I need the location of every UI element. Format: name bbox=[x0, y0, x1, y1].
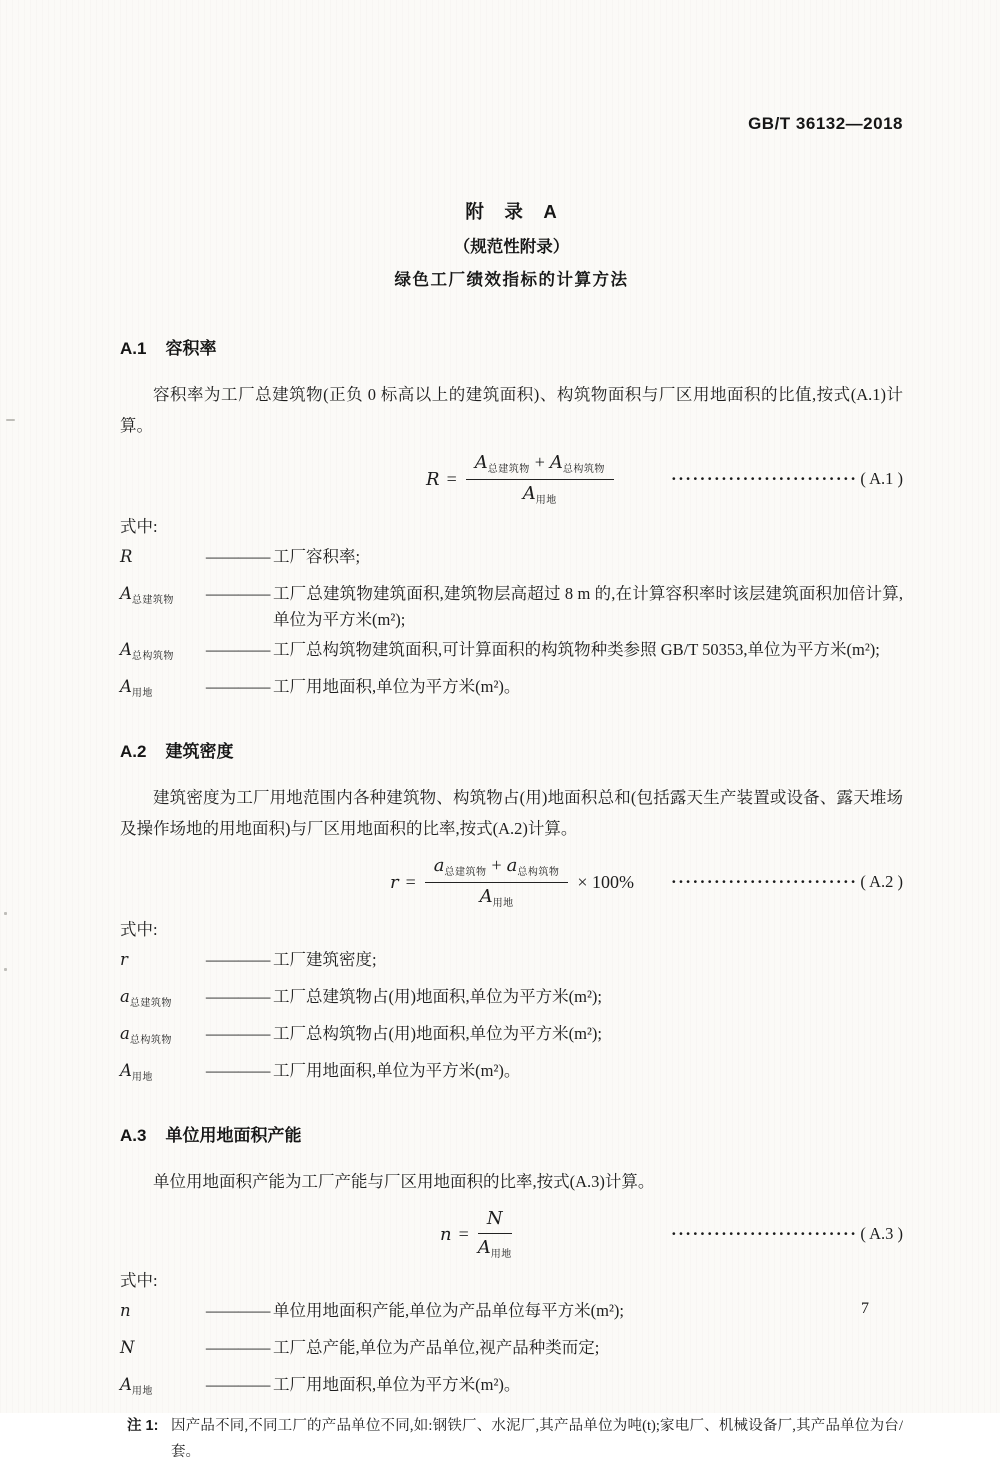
formula-variable: R bbox=[120, 547, 133, 566]
definition-term bbox=[120, 674, 206, 707]
variable-subscript: 总构筑物 bbox=[517, 867, 560, 878]
definition-term bbox=[120, 1021, 206, 1054]
formula-variable: A bbox=[120, 640, 132, 659]
note-label: 注 1: bbox=[127, 1418, 159, 1435]
dotted-leader: ·························· bbox=[670, 872, 858, 891]
definition-term bbox=[120, 637, 206, 670]
formula-variable: a bbox=[506, 855, 518, 876]
formula-variable: A bbox=[522, 482, 536, 504]
equals-sign: = bbox=[405, 871, 416, 892]
section-intro: 建筑密度为工厂用地范围内各种建筑物、构筑物占(用)地面积总和(包括露天生产装置或设备、露天堆场及操作场地的用地面积)与厂区用地面积的比率,按式(A.2)计算。 bbox=[120, 788, 903, 838]
variable-subscript: 总构筑物 bbox=[129, 1035, 172, 1046]
formula-label: ( A.3 ) bbox=[860, 1224, 903, 1244]
definition-row bbox=[120, 581, 903, 633]
note-1 bbox=[120, 1413, 903, 1465]
where-label: 式中: bbox=[120, 920, 158, 939]
note-text: 因产品不同,不同工厂的产品单位不同,如:钢铁厂、水泥厂,其产品单位为吨(t);家电厂、机械设备厂,其产品单位为台/套。 bbox=[171, 1418, 903, 1461]
appendix-title: 附 录 A bbox=[465, 201, 558, 222]
definition-term bbox=[120, 1372, 206, 1405]
definition-list bbox=[120, 544, 903, 707]
variable-subscript: 用地 bbox=[131, 688, 153, 699]
definition-desc: 工厂总建筑物占(用)地面积,单位为平方米(m²); bbox=[273, 987, 602, 1006]
definition-desc: 工厂用地面积,单位为平方米(m²)。 bbox=[273, 1375, 521, 1395]
formula-variable: N bbox=[486, 1208, 503, 1229]
definition-row bbox=[120, 1335, 903, 1368]
section-heading-text: 建筑密度 bbox=[165, 742, 234, 761]
scan-speck bbox=[4, 968, 7, 971]
definition-dash: —— bbox=[206, 1061, 271, 1080]
formula-label: ( A.1 ) bbox=[860, 469, 903, 488]
fraction bbox=[478, 1208, 512, 1260]
fraction-denominator bbox=[523, 480, 557, 507]
definition-row bbox=[120, 947, 903, 980]
multiplier: × 100% bbox=[577, 871, 635, 892]
variable-subscript: 用地 bbox=[492, 897, 514, 909]
formula-variable: A bbox=[549, 452, 563, 473]
variable-subscript: 总构筑物 bbox=[131, 651, 174, 662]
variable-subscript: 总建筑物 bbox=[487, 464, 530, 475]
definition-desc: 工厂容积率; bbox=[273, 547, 361, 566]
page-number: 7 bbox=[861, 1300, 869, 1317]
formula-variable: a bbox=[120, 1024, 130, 1043]
fraction-denominator bbox=[478, 1234, 512, 1261]
fraction-numerator bbox=[466, 452, 614, 480]
definition-dash: —— bbox=[206, 950, 271, 969]
section-heading-text: 单位用地面积产能 bbox=[165, 1126, 302, 1145]
appendix-subtitle: （规范性附录） bbox=[453, 238, 570, 256]
doc-header bbox=[120, 0, 903, 134]
fraction bbox=[466, 452, 614, 506]
definition-term bbox=[120, 581, 206, 614]
formula-a3 bbox=[120, 1208, 903, 1260]
where-label: 式中: bbox=[120, 517, 158, 536]
definition-row bbox=[120, 1058, 903, 1091]
dotted-leader: ·························· bbox=[670, 1224, 858, 1244]
formula-label: ( A.2 ) bbox=[860, 872, 903, 891]
definition-row bbox=[120, 674, 903, 707]
definition-term bbox=[120, 1058, 206, 1091]
section-heading-a3 bbox=[120, 1121, 903, 1146]
fraction-numerator bbox=[425, 855, 569, 883]
where-label: 式中: bbox=[120, 1271, 158, 1291]
formula-variable: A bbox=[477, 1236, 491, 1258]
fraction-numerator bbox=[478, 1208, 512, 1234]
definition-dash: —— bbox=[206, 987, 271, 1006]
scan-speck bbox=[4, 912, 7, 915]
definition-dash: —— bbox=[206, 677, 271, 696]
definition-list bbox=[120, 1298, 903, 1405]
variable-subscript: 总建筑物 bbox=[131, 595, 174, 606]
section-number: A.2 bbox=[120, 742, 147, 761]
appendix-name: 绿色工厂绩效指标的计算方法 bbox=[394, 271, 629, 289]
section-heading-a1 bbox=[120, 334, 903, 359]
formula-variable: r bbox=[120, 950, 128, 969]
formula-variable: A bbox=[120, 1375, 132, 1395]
formula-variable: A bbox=[120, 584, 132, 603]
formula-variable: n bbox=[120, 1301, 131, 1321]
dotted-leader: ·························· bbox=[670, 469, 858, 488]
fraction-denominator bbox=[480, 883, 514, 910]
definition-dash: —— bbox=[206, 1338, 271, 1358]
standard-code: GB/T 36132—2018 bbox=[748, 114, 903, 133]
definition-desc: 工厂用地面积,单位为平方米(m²)。 bbox=[273, 677, 521, 696]
formula-variable: N bbox=[120, 1338, 135, 1358]
plus-operator: + bbox=[491, 855, 502, 875]
formula-variable: r bbox=[390, 871, 399, 893]
equals-sign: = bbox=[446, 468, 457, 489]
definition-term bbox=[120, 1335, 206, 1368]
plus-operator: + bbox=[534, 452, 545, 472]
definition-dash: —— bbox=[206, 640, 271, 659]
definition-desc: 工厂建筑密度; bbox=[273, 950, 377, 969]
definition-row bbox=[120, 637, 903, 670]
definition-dash: —— bbox=[206, 547, 271, 566]
definition-desc: 工厂用地面积,单位为平方米(m²)。 bbox=[273, 1061, 521, 1080]
variable-subscript: 用地 bbox=[535, 494, 557, 506]
definition-dash: —— bbox=[206, 584, 271, 603]
formula-a2 bbox=[120, 855, 903, 909]
formula-variable: A bbox=[120, 677, 132, 696]
definition-term bbox=[120, 544, 206, 577]
formula-variable: A bbox=[474, 452, 488, 473]
definition-desc: 工厂总构筑物占(用)地面积,单位为平方米(m²); bbox=[273, 1024, 602, 1043]
definition-row bbox=[120, 1372, 903, 1405]
formula-variable: A bbox=[120, 1061, 132, 1080]
formula-variable: n bbox=[440, 1223, 452, 1245]
definition-desc: 工厂总建筑物建筑面积,建筑物层高超过 8 m 的,在计算容积率时该层建筑面积加倍计算,单位为平方米(m²); bbox=[273, 584, 903, 629]
formula-variable: a bbox=[120, 987, 130, 1006]
variable-subscript: 总构筑物 bbox=[562, 464, 605, 475]
definition-row bbox=[120, 1298, 903, 1331]
variable-subscript: 用地 bbox=[131, 1072, 153, 1083]
definition-desc: 工厂总产能,单位为产品单位,视产品种类而定; bbox=[273, 1338, 600, 1358]
formula-a1 bbox=[120, 452, 903, 506]
formula-variable: a bbox=[433, 855, 445, 876]
formula-variable: A bbox=[479, 885, 493, 907]
fraction bbox=[425, 855, 569, 909]
definition-term bbox=[120, 1298, 206, 1331]
definition-dash: —— bbox=[206, 1024, 271, 1043]
section-intro: 容积率为工厂总建筑物(正负 0 标高以上的建筑面积)、构筑物面积与厂区用地面积的比值,按式(A.1)计算。 bbox=[120, 385, 903, 435]
definition-row bbox=[120, 984, 903, 1017]
definition-term bbox=[120, 947, 206, 980]
variable-subscript: 总建筑物 bbox=[129, 998, 172, 1009]
scan-speck bbox=[6, 419, 15, 421]
definition-term bbox=[120, 984, 206, 1017]
definition-list bbox=[120, 947, 903, 1091]
definition-desc: 工厂总构筑物建筑面积,可计算面积的构筑物种类参照 GB/T 50353,单位为平方米(m²); bbox=[273, 640, 880, 659]
definition-desc: 单位用地面积产能,单位为产品单位每平方米(m²); bbox=[273, 1301, 624, 1321]
variable-subscript: 总建筑物 bbox=[444, 867, 487, 878]
section-intro: 单位用地面积产能为工厂产能与厂区用地面积的比率,按式(A.3)计算。 bbox=[153, 1172, 655, 1191]
section-heading-text: 容积率 bbox=[165, 339, 217, 358]
section-heading-a2 bbox=[120, 737, 903, 762]
equals-sign: = bbox=[458, 1223, 469, 1244]
definition-dash: —— bbox=[206, 1375, 271, 1395]
variable-subscript: 用地 bbox=[490, 1248, 512, 1260]
definition-row bbox=[120, 544, 903, 577]
formula-variable: R bbox=[426, 468, 440, 490]
appendix-title-block bbox=[120, 198, 903, 290]
variable-subscript: 用地 bbox=[131, 1386, 153, 1398]
definition-row bbox=[120, 1021, 903, 1054]
section-number: A.3 bbox=[120, 1126, 147, 1145]
definition-dash: —— bbox=[206, 1301, 271, 1321]
section-number: A.1 bbox=[120, 339, 147, 358]
